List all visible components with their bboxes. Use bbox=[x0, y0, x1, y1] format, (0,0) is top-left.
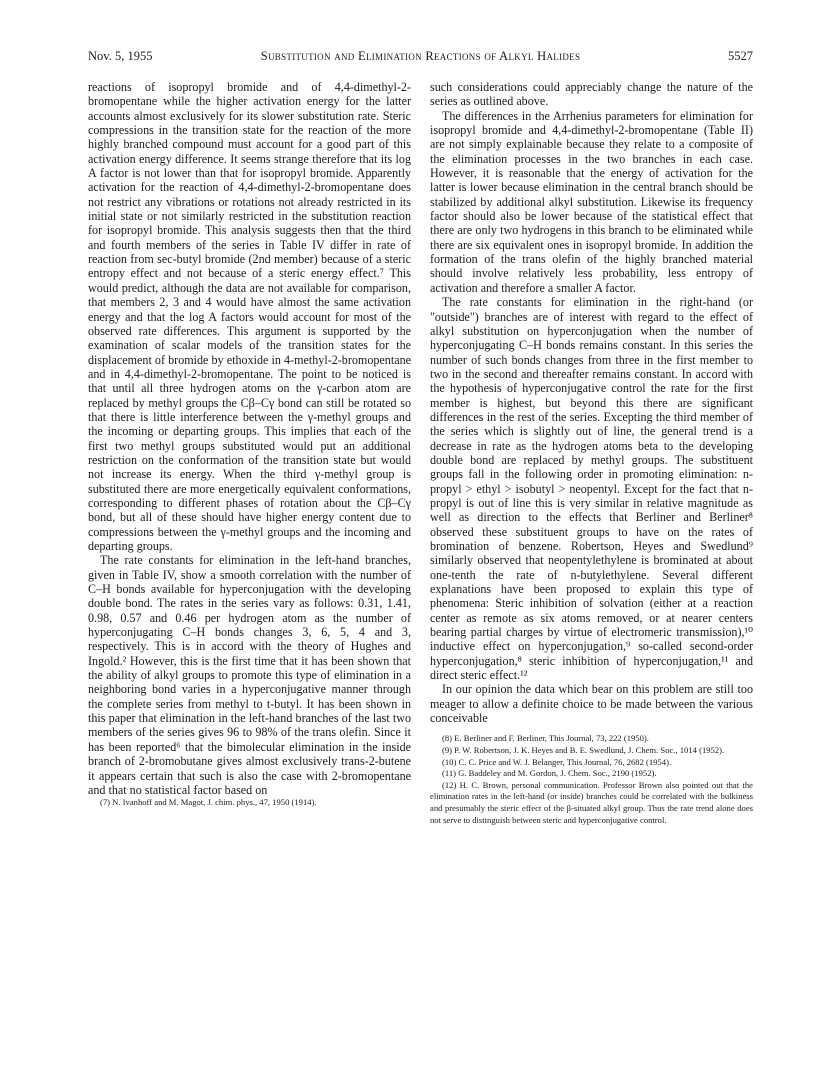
footnote-9: (9) P. W. Robertson, J. K. Heyes and B. E. Swedlund, J. Chem. Soc., 1014 (1952). bbox=[442, 745, 725, 756]
header-page-number: 5527 bbox=[728, 49, 753, 63]
right-paragraph-2: The differences in the Arrhenius parameters for elimination for isopropyl bromide and 4,4-dimethyl-2-bromopentane (Table II) are not simply explainable because they relate to a composite of the elimination processes in the two branches in each case. However, it is reasonable that the energy of activation for the latter is lower because elimination in the central branch should be stabilized by additional alkyl substitution. Likewise its frequency factor should also be lower because of the statistical effect that there are only two hydrogens in this branch to be eliminated while there are six equivalent ones in isopropyl bromide. In addition the formation of the trans olefin of the highly branched material should involve relatively less probability, less entropy of activation and therefore a smaller A factor. bbox=[430, 108, 753, 295]
header-date: Nov. 5, 1955 bbox=[88, 49, 153, 63]
header-title: Substitution and Elimination Reactions of Alkyl Halides bbox=[260, 49, 581, 63]
left-paragraph-1: reactions of isopropyl bromide and of 4,4-dimethyl-2-bromopentane while the higher activation energy for the latter accounts almost exclusively for its slower substitution rate. Steric compressions in the transition state for the reaction of the more highly branched compound must account for a good part of this activation energy difference. It seems strange therefore that its log A factor is not lower than that for isopropyl bromide. Apparently activation for the reaction of 4,4-dimethyl-2-bromopentane does not restrict any vibrations or rotations not already restricted in its initial state or not similarly restricted in the substitution reaction for isopropyl bromide. This analysis suggests then that the third and fourth members of the series in Table IV differ in rate of reaction from sec-butyl bromide (2nd member) because of a steric entropy effect and not because of a steric energy effect.⁷ This would predict, although the data are not available for comparison, that members 2, 3 and 4 would have almost the same activation energy and that the log A factors would account for most of the observed rate differences. This argument is supported by the examination of scalar models of the transition states for the displacement of bromide by ethoxide in 4-methyl-2-bromopentane and in 4,4-dimethyl-2-bromopentane. The point to be noticed is that until all three hydrogen atoms on the γ-carbon atom are replaced by methyl groups the Cβ–Cγ bond can still be rotated so that there is little interference between the γ-methyl groups and the incoming or departing groups. This implies that each of the first two methyl groups substituted would put an additional restriction on the conformation of the transition state but would not increase its energy. When the third γ-methyl group is substituted there are more energetically equivalent conformations, corresponding to different phases of rotation about the Cβ–Cγ bond, but all of these should have higher energy content due to compressions between the γ-methyl groups and the incoming and departing groups. bbox=[88, 80, 411, 553]
right-paragraph-1: such considerations could appreciably change the nature of the series as outlined above. bbox=[430, 80, 753, 109]
right-column bbox=[430, 80, 753, 826]
footnotes bbox=[430, 733, 753, 826]
footnote-10: (10) C. C. Price and W. J. Belanger, This Journal, 76, 2682 (1954). bbox=[442, 756, 672, 767]
left-column bbox=[88, 80, 411, 809]
footnote-12: (12) H. C. Brown, personal communication. Professor Brown also pointed out that the elimination rates in the left-hand (or inside) branches could be correlated with the bulkiness and presumably the steric effect of the β-situated alkyl group. Thus the rate trend alone does not serve to distinguish between steric and hyperconjugative control. bbox=[430, 779, 753, 825]
right-paragraph-4: In our opinion the data which bear on this problem are still too meager to allow a definite choice to be made between the various conceivable bbox=[430, 682, 753, 726]
left-paragraph-2: The rate constants for elimination in the left-hand branches, given in Table IV, show a smooth correlation with the number of C–H bonds available for hyperconjugation with the developing double bond. The rates in the series vary as follows: 0.31, 1.41, 0.98, 0.57 and 0.46 per hydrogen atom as the number of hyperconjugating C–H bonds changes 3, 6, 5, 4 and 3, respectively. This is in accord with the theory of Hughes and Ingold.² However, this is the first time that it has been shown that the ability of alkyl groups to promote this type of elimination in a neighboring bond varies in a hyperconjugative manner through the complete series from methyl to t-butyl. It has been shown in this paper that elimination in the left-hand branches of the last two members of the series gives 96 to 98% of the trans olefin. Since it has been reported⁶ that the bimolecular elimination in the inside branch of 2-bromobutane gives almost exclusively trans-2-butene it appears certain that such is also the case with 2-bromopentane and that no statistical factor based on bbox=[88, 553, 411, 797]
footnote-7: (7) N. Ivanhoff and M. Magot, J. chim. phys., 47, 1950 (1914). bbox=[100, 797, 317, 808]
footnote-8: (8) E. Berliner and F. Berliner, This Journal, 73, 222 (1950). bbox=[442, 733, 649, 744]
footnote-11: (11) G. Baddeley and M. Gordon, J. Chem. Soc., 2190 (1952). bbox=[442, 768, 657, 779]
right-paragraph-3: The rate constants for elimination in the right-hand (or "outside") branches are of interest with regard to the effect of alkyl substitution on hyperconjugation when the number of hyperconjugating C–H bonds remains constant. In this series the number of such bonds changes from three in the first member to two in the second and thereafter remains constant. In accord with the hypothesis of hyperconjugative control the rate for the first member is highest, but beyond this there are significant differences in the rest of the series. Excepting the third member of the series which is slightly out of line, the general trend is a decrease in rate as the hydrogen atoms beta to the developing double bond are replaced by methyl groups. The substituent groups fall in the following order in promoting elimination: n-propyl > ethyl > isobutyl > neopentyl. Except for the fact that n-propyl is out of line this is very similar in relative magnitude as well as direction to the effects that Berliner and Berliner⁸ observed these substituent groups to have on the rates of bromination of benzene. Robertson, Heyes and Swedlund⁹ similarly observed that neopentylethylene is brominated at about one-tenth the rate of n-butylethylene. Several different explanations have been proposed to explain this type of phenomena: Steric inhibition of solvation (either at a reaction center as remote as six atoms removed, or at nearer centers bearing partial charges by virtue of electromeric transmission),¹⁰ inductive effect on hyperconjugation,⁹ so-called second-order hyperconjugation,⁸ steric inhibition of hyperconjugation,¹¹ and direct steric effect.¹² bbox=[430, 295, 753, 683]
running-header bbox=[88, 49, 753, 67]
